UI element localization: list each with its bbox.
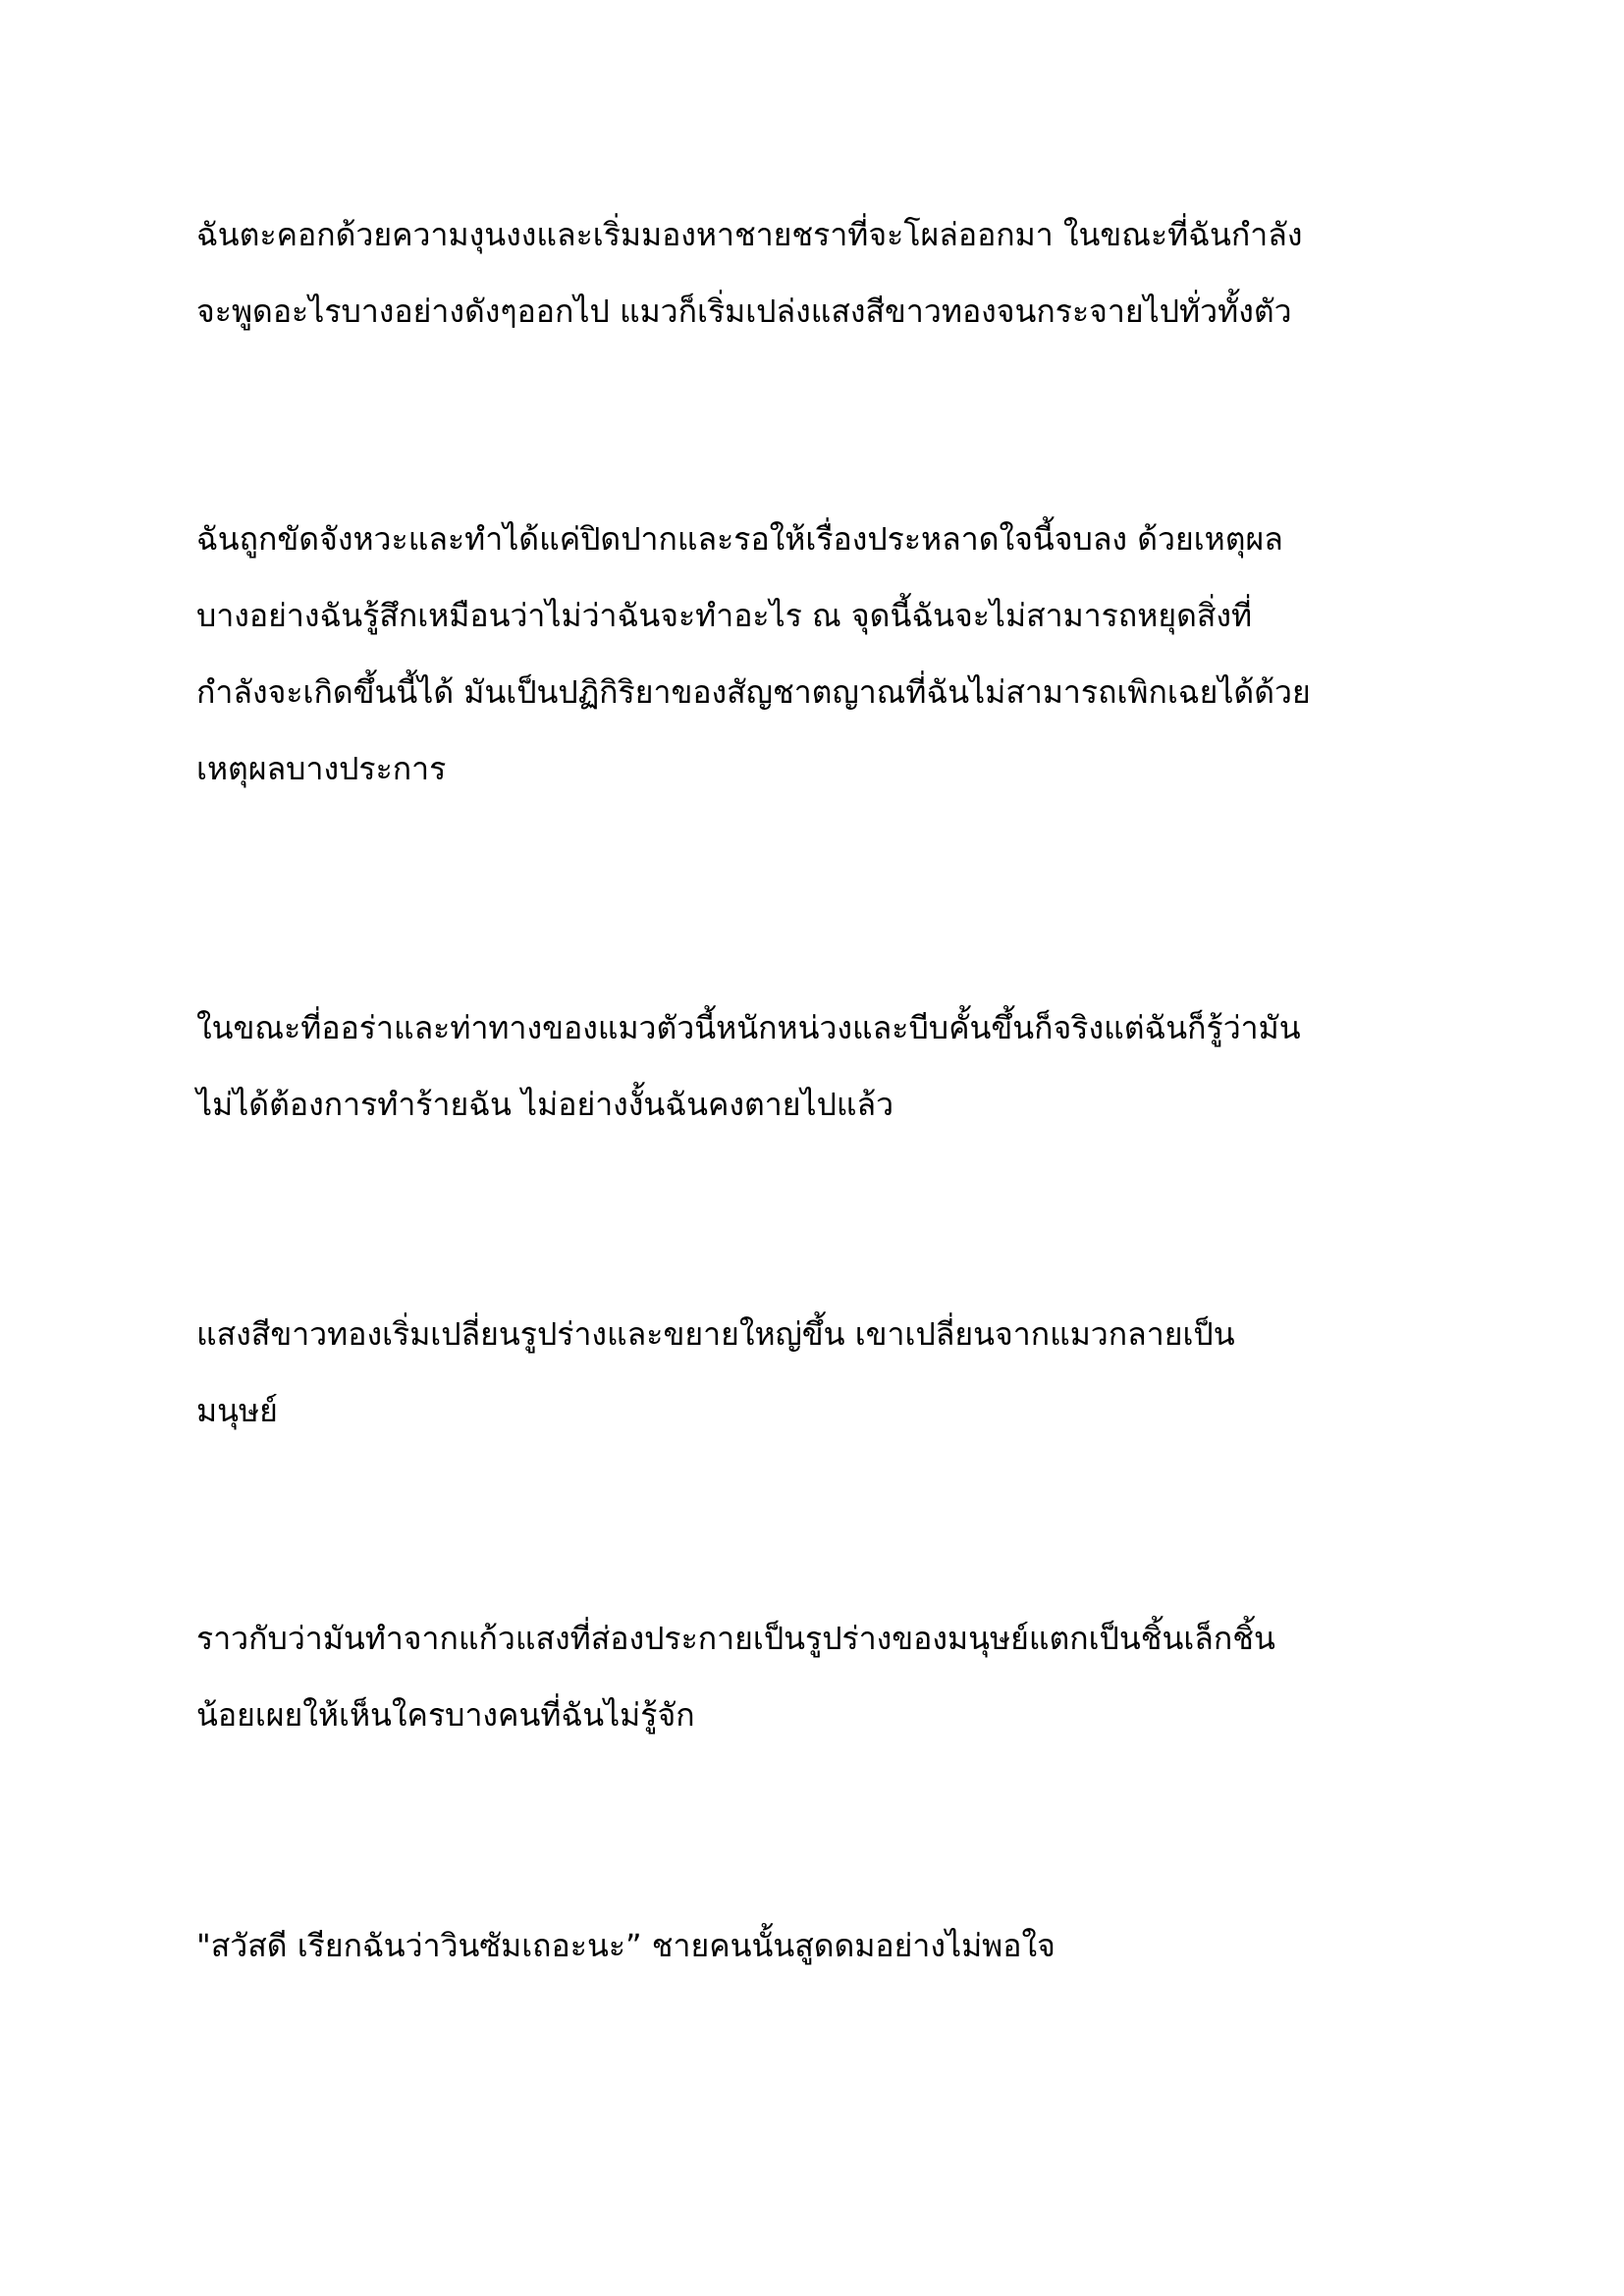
- text-line: ในขณะที่ออร่าและท่าทางของแมวตัวนี้หนักหน่วงและบีบคั้นขึ้นก็จริงแต่ฉันก็รู้ว่ามัน: [196, 1009, 1301, 1046]
- text-line: จะพูดอะไรบางอย่างดังๆออกไป แมวก็เริ่มเปล่งแสงสีขาวทองจนกระจายไปทั่วทั้งตัว: [196, 293, 1292, 330]
- paragraph-4: [196, 1296, 1463, 1449]
- text-line: แสงสีขาวทองเริ่มเปลี่ยนรูปร่างและขยายใหญ่ขึ้น เขาเปลี่ยนจากแมวกลายเป็น: [196, 1315, 1235, 1353]
- text-line: บางอย่างฉันรู้สึกเหมือนว่าไม่ว่าฉันจะทำอะไร ณ จุดนี้ฉันจะไม่สามารถหยุดสิ่งที่: [196, 597, 1253, 634]
- text-line: มนุษย์: [196, 1392, 278, 1429]
- text-line: เหตุผลบางประการ: [196, 750, 447, 787]
- paragraph-2: [196, 501, 1463, 807]
- paragraph-1: [196, 196, 1463, 349]
- text-line: ไม่ได้ต้องการทำร้ายฉัน ไม่อย่างงั้นฉันคงตายไปแล้ว: [196, 1086, 894, 1123]
- paragraph-6: [196, 1907, 1463, 1984]
- paragraph-3: [196, 989, 1463, 1143]
- text-line: น้อยเผยให้เห็นใครบางคนที่ฉันไม่รู้จัก: [196, 1696, 695, 1734]
- text-line: "สวัสดี เรียกฉันว่าวินซัมเถอะนะ” ชายคนนั้นสูดดมอย่างไม่พอใจ: [196, 1927, 1056, 1964]
- text-line: ราวกับว่ามันทำจากแก้วแสงที่ส่องประกายเป็นรูปร่างของมนุษย์แตกเป็นชิ้นเล็กชิ้น: [196, 1620, 1275, 1657]
- text-line: ฉันตะคอกด้วยความงุนงงและเริ่มมองหาชายชราที่จะโผล่ออกมา ในขณะที่ฉันกำลัง: [196, 216, 1303, 253]
- paragraph-5: [196, 1600, 1463, 1753]
- text-line: กำลังจะเกิดขึ้นนี้ได้ มันเป็นปฏิกิริยาของสัญชาตญาณที่ฉันไม่สามารถเพิกเฉยได้ด้วย: [196, 673, 1311, 711]
- text-line: ฉันถูกขัดจังหวะและทำได้แค่ปิดปากและรอให้เรื่องประหลาดใจนี้จบลง ด้วยเหตุผล: [196, 520, 1283, 558]
